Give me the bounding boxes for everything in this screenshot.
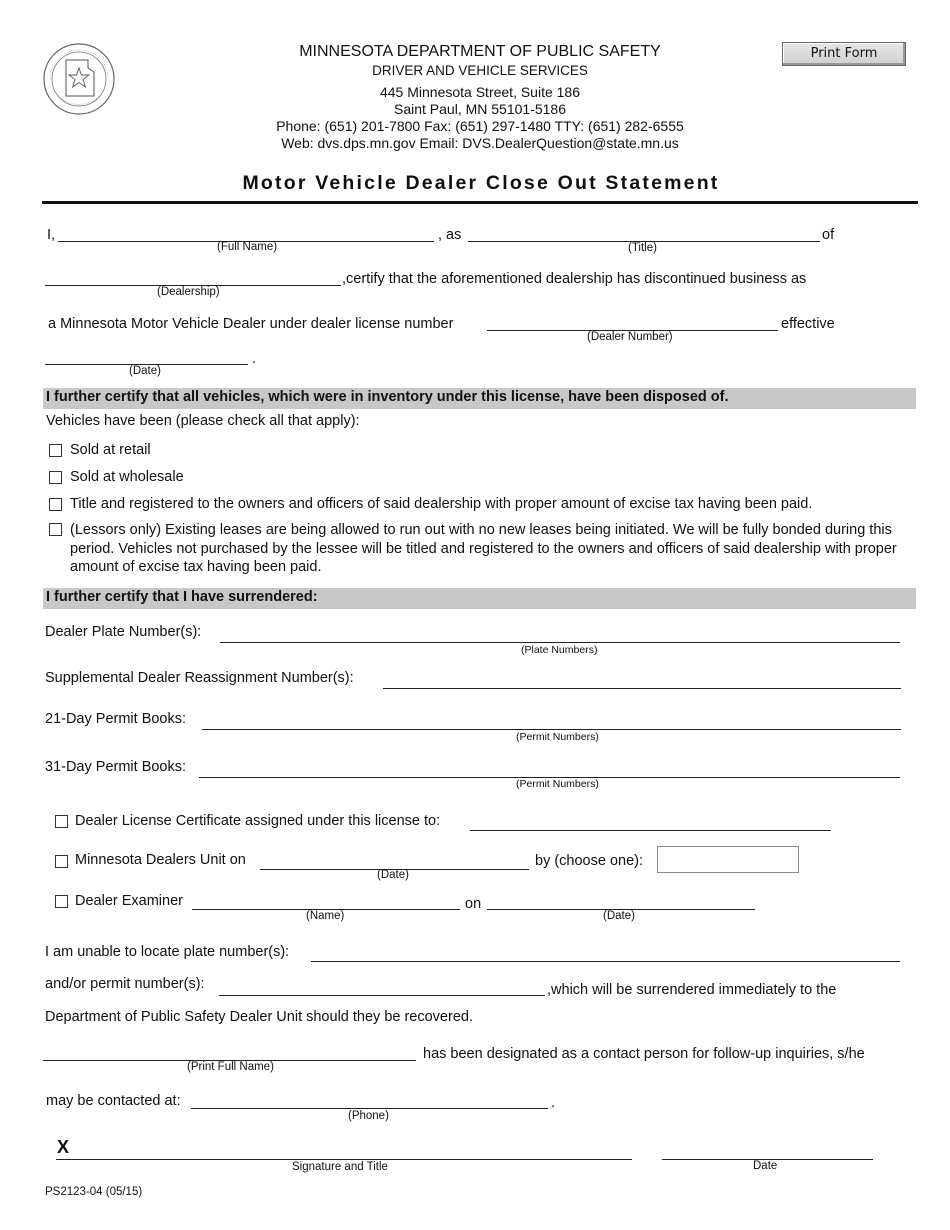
dealership-caption: (Dealership) xyxy=(157,286,220,298)
effective-date-input[interactable] xyxy=(45,346,248,365)
surrender-section-header xyxy=(43,588,916,609)
unable-permits-input[interactable] xyxy=(219,977,545,996)
plate-numbers-input[interactable] xyxy=(220,624,900,643)
phone-caption: (Phone) xyxy=(348,1110,389,1122)
full-name-input[interactable] xyxy=(58,223,434,242)
signature-x: X xyxy=(57,1137,70,1157)
phone-period: . xyxy=(551,1095,556,1111)
permit31-input[interactable] xyxy=(199,759,900,778)
date-caption: (Date) xyxy=(129,365,161,377)
examiner-name-input[interactable] xyxy=(192,891,460,910)
title-caption: (Title) xyxy=(628,242,657,254)
print-form-button[interactable]: Print Form xyxy=(782,42,906,66)
title-input[interactable] xyxy=(468,223,820,242)
dealer-number-caption: (Dealer Number) xyxy=(587,331,673,343)
examiner-date-caption: (Date) xyxy=(603,910,635,922)
division-name: DRIVER AND VEHICLE SERVICES xyxy=(372,63,588,78)
designated-text: has been designated as a contact person for follow-up inquiries, s/he xyxy=(423,1046,865,1062)
sold-retail-checkbox[interactable] xyxy=(49,444,62,457)
certify-text: ,certify that the aforementioned dealership has discontinued business as xyxy=(342,271,807,287)
permit31-caption: (Permit Numbers) xyxy=(516,778,599,790)
inventory-section-header xyxy=(43,388,916,409)
intro-i: I, xyxy=(47,227,56,243)
mn-dealers-label: Minnesota Dealers Unit on xyxy=(75,852,246,868)
state-seal xyxy=(42,42,116,116)
department-name: MINNESOTA DEPARTMENT OF PUBLIC SAFETY xyxy=(299,43,661,60)
certificate-label: Dealer License Certificate assigned under this license to: xyxy=(75,813,441,829)
city-address: Saint Paul, MN 55101-5186 xyxy=(394,101,566,117)
titled-registered-checkbox[interactable] xyxy=(49,498,62,511)
examiner-name-caption: (Name) xyxy=(306,910,345,922)
surrender-text: ,which will be surrendered immediately to the xyxy=(547,982,837,998)
dealership-input[interactable] xyxy=(45,267,341,286)
lessors-checkbox[interactable] xyxy=(49,523,62,536)
certificate-input[interactable] xyxy=(470,812,831,831)
dealer-number-input[interactable] xyxy=(487,312,778,331)
supplemental-label: Supplemental Dealer Reassignment Number(s): xyxy=(45,670,354,686)
surrender-heading: I further certify that I have surrendered: xyxy=(46,589,318,605)
phone-numbers: Phone: (651) 201-7800 Fax: (651) 297-1480 TTY: (651) 282-6555 xyxy=(276,118,684,134)
contact-phone-input[interactable] xyxy=(191,1090,548,1109)
sold-wholesale-label: Sold at wholesale xyxy=(70,469,184,485)
dept-text: Department of Public Safety Dealer Unit should they be recovered. xyxy=(45,1009,473,1025)
examiner-checkbox[interactable] xyxy=(55,895,68,908)
choose-one-select[interactable] xyxy=(657,846,799,873)
signature-caption: Signature and Title xyxy=(292,1161,388,1173)
seal-icon xyxy=(42,42,116,116)
permit-numbers-label: and/or permit number(s): xyxy=(45,976,205,992)
examiner-on: on xyxy=(465,896,482,912)
date-period: . xyxy=(252,351,257,367)
certificate-checkbox[interactable] xyxy=(55,815,68,828)
title-divider xyxy=(42,201,918,204)
license-text: a Minnesota Motor Vehicle Dealer under dealer license number xyxy=(48,316,454,332)
choose-label: by (choose one): xyxy=(535,853,644,869)
examiner-label: Dealer Examiner xyxy=(75,893,183,909)
plate-label: Dealer Plate Number(s): xyxy=(45,624,202,640)
inventory-heading: I further certify that all vehicles, which were in inventory under this license, have been disposed of. xyxy=(46,389,729,405)
full-name-caption: (Full Name) xyxy=(217,241,278,253)
web-email: Web: dvs.dps.mn.gov Email: DVS.DealerQuestion@state.mn.us xyxy=(281,135,679,151)
sold-retail-label: Sold at retail xyxy=(70,442,151,458)
lessors-label: (Lessors only) Existing leases are being allowed to run out with no new leases being initiated. We will be fully bonded during this period. Vehicles not purchased by the lessee will be titled and registered to the owners and officers of said dealership with proper amount of excise tax having been paid. xyxy=(70,522,897,575)
supplemental-input[interactable] xyxy=(383,670,901,689)
mn-date-caption: (Date) xyxy=(377,869,409,881)
form-title: Motor Vehicle Dealer Close Out Statement xyxy=(242,172,720,194)
print-name-caption: (Print Full Name) xyxy=(187,1061,274,1073)
permit21-input[interactable] xyxy=(202,711,901,730)
intro-as: , as xyxy=(438,227,462,243)
street-address: 445 Minnesota Street, Suite 186 xyxy=(379,84,581,100)
unable-plates-input[interactable] xyxy=(311,943,900,962)
titled-registered-label: Title and registered to the owners and officers of said dealership with proper amount of excise tax having been paid. xyxy=(70,496,813,512)
mn-dealers-date-input[interactable] xyxy=(260,851,529,870)
vehicles-prompt: Vehicles have been (please check all that apply): xyxy=(46,413,360,429)
permit31-label: 31-Day Permit Books: xyxy=(45,759,187,775)
form-number: PS2123-04 (05/15) xyxy=(45,1186,143,1198)
permit21-label: 21-Day Permit Books: xyxy=(45,711,187,727)
signature-line[interactable] xyxy=(56,1159,632,1160)
plate-caption: (Plate Numbers) xyxy=(521,644,598,656)
intro-of: of xyxy=(822,227,835,243)
effective-text: effective xyxy=(781,316,835,332)
examiner-date-input[interactable] xyxy=(487,891,755,910)
permit21-caption: (Permit Numbers) xyxy=(516,731,599,743)
contact-name-input[interactable] xyxy=(43,1042,416,1061)
sold-wholesale-checkbox[interactable] xyxy=(49,471,62,484)
signature-date-caption: Date xyxy=(753,1160,778,1172)
mn-dealers-checkbox[interactable] xyxy=(55,855,68,868)
contacted-label: may be contacted at: xyxy=(46,1093,181,1109)
unable-label: I am unable to locate plate number(s): xyxy=(45,944,290,960)
